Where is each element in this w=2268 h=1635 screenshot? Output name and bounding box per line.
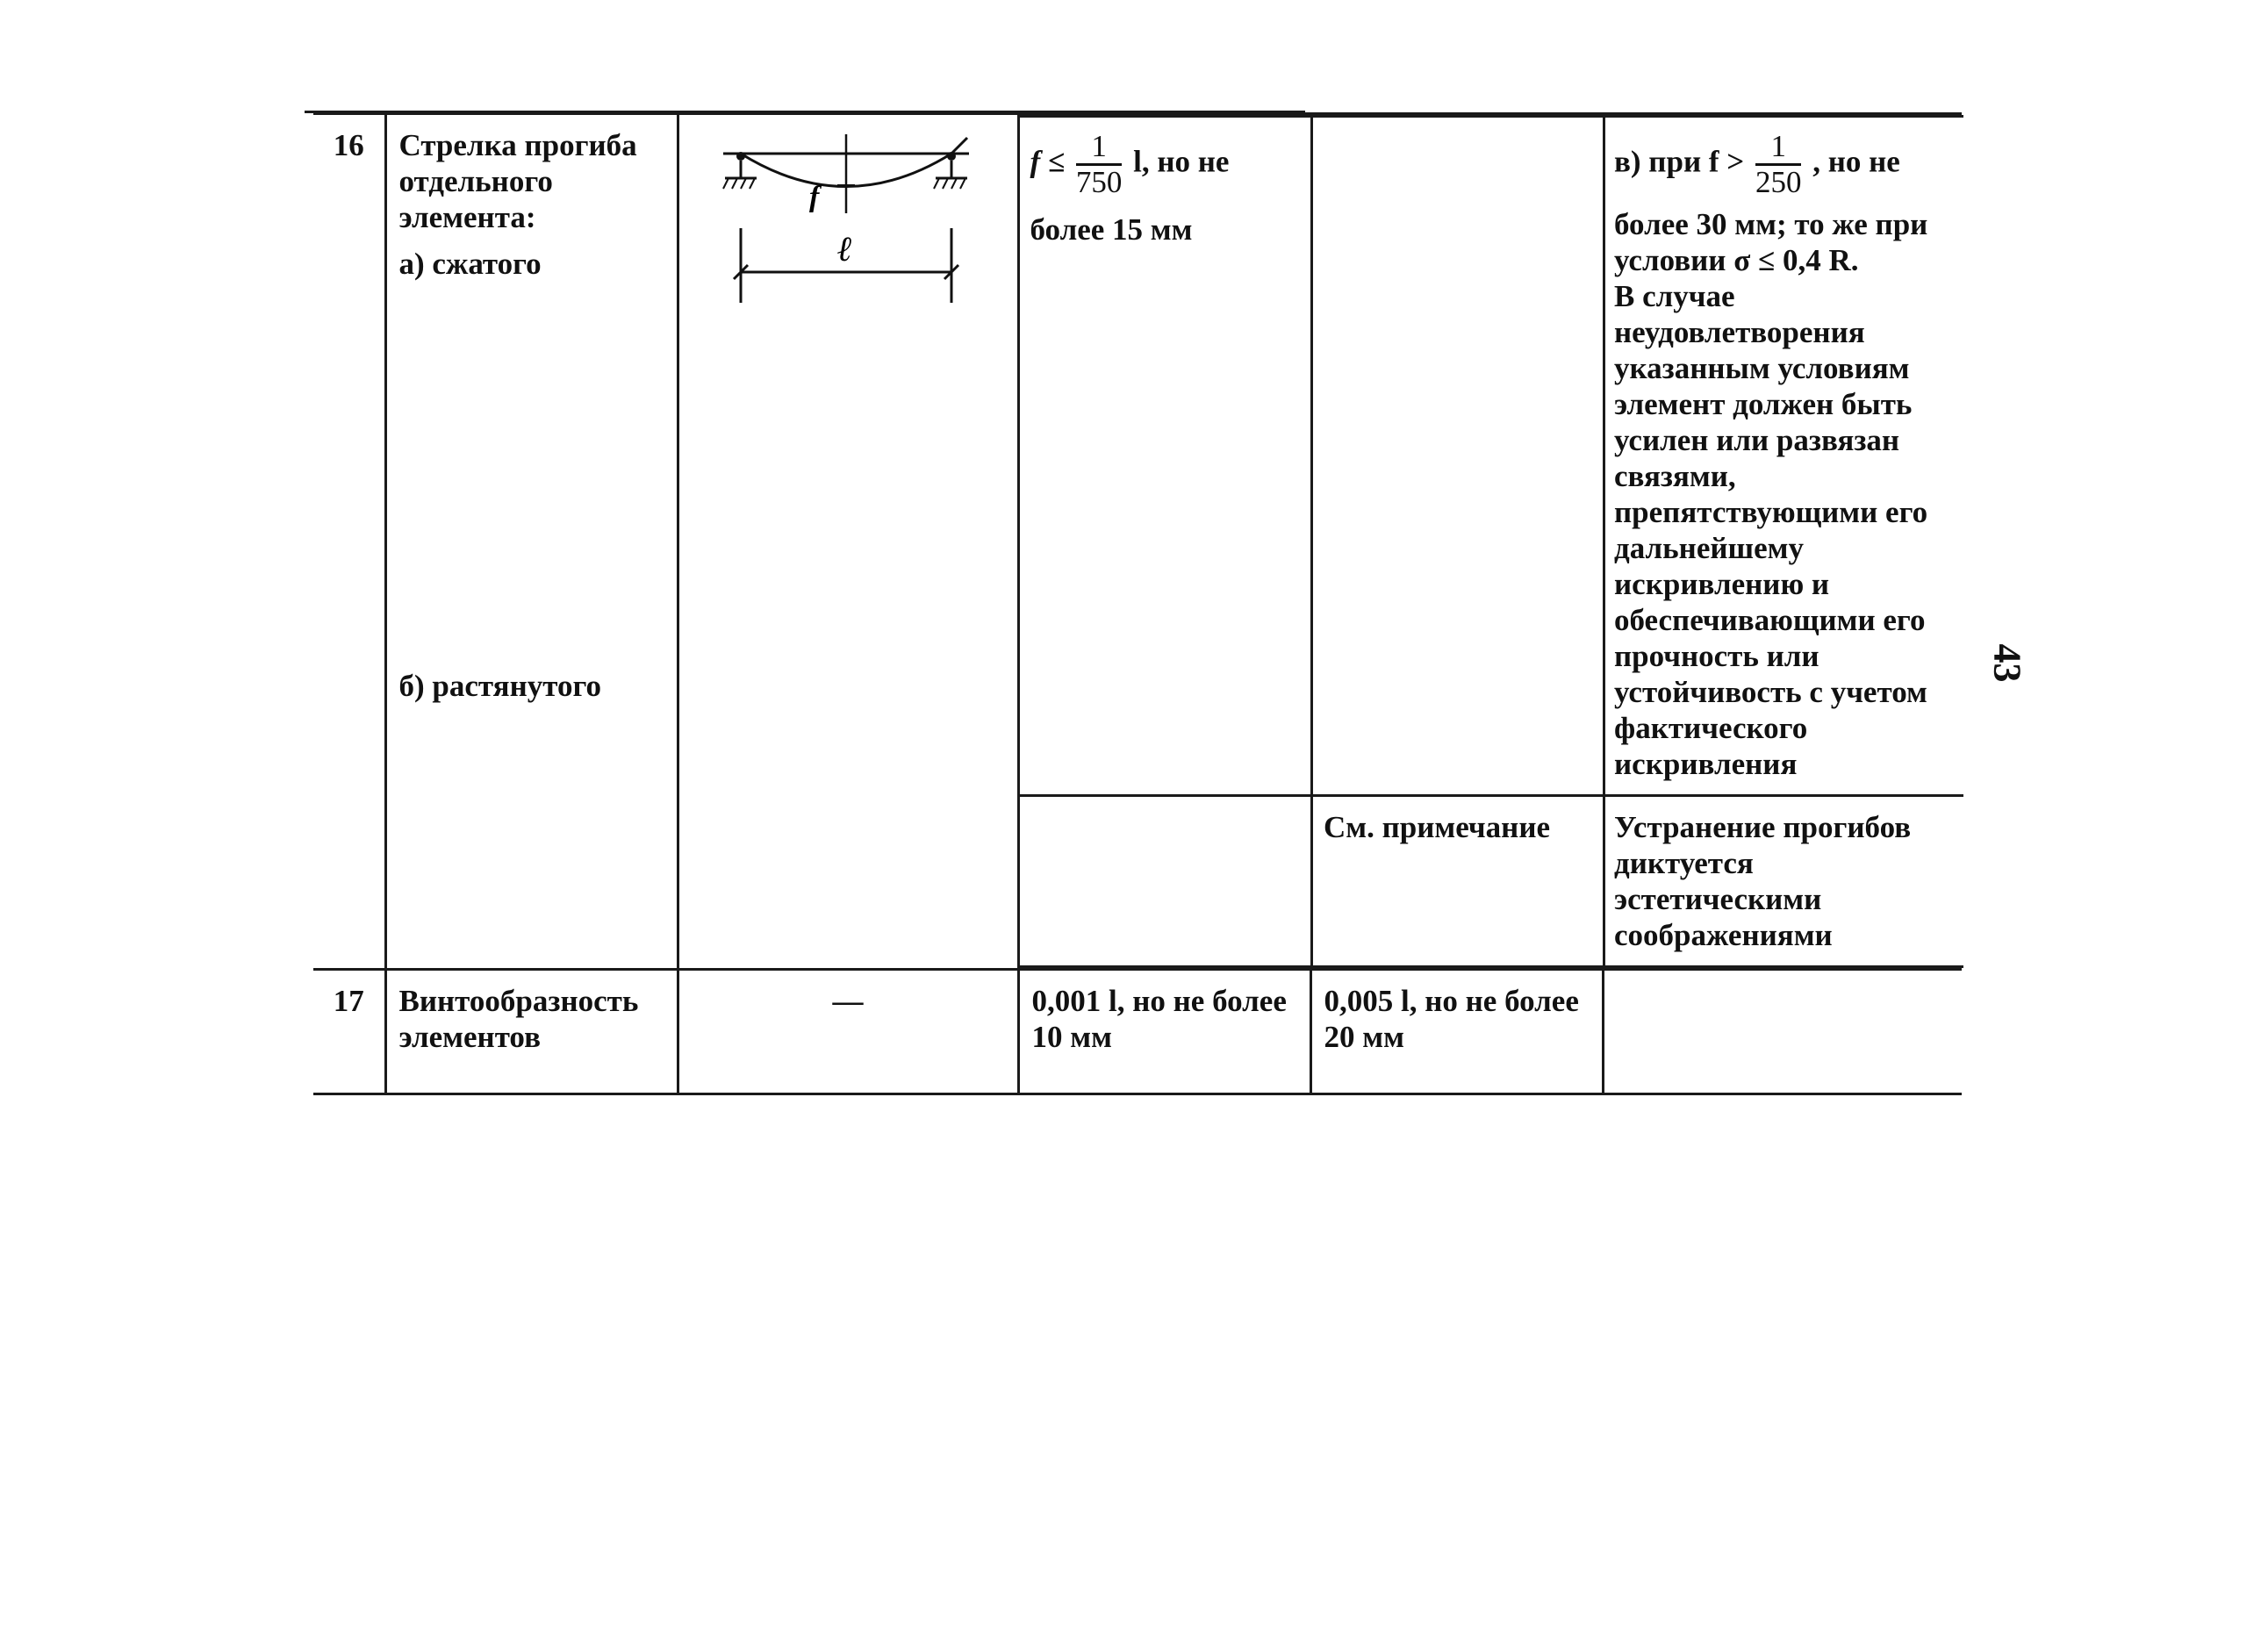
deflection-label: f <box>808 181 819 213</box>
limit-a-suffix: l, но не <box>1133 144 1230 179</box>
sketch-dash: — <box>678 970 1018 1094</box>
table-row-17 <box>313 970 1962 1094</box>
left-support-hinge <box>736 152 745 161</box>
limit-a-cell <box>1020 117 1312 796</box>
note-a-cell <box>1604 117 1963 796</box>
nested-subrows <box>1020 115 1963 968</box>
right-ground-hatch <box>934 178 965 189</box>
sketch-cell <box>678 114 1018 970</box>
right-support-hinge <box>947 152 956 161</box>
limits-notes-cell <box>1018 114 1962 970</box>
note-b-cell: Устранение прогибов диктуется эстетическими соображениями <box>1604 796 1963 967</box>
limit-b-cell <box>1020 796 1312 967</box>
curve-end-stroke <box>951 138 967 154</box>
limit-cell: 0,001 l, но не более 10 мм <box>1018 970 1310 1094</box>
row-number: 16 <box>313 114 385 970</box>
subrow-a <box>1020 117 1963 796</box>
span-label: ℓ <box>836 229 852 269</box>
item-sub-a: а) сжатого <box>398 247 542 281</box>
limit2-cell: 0,005 l, но не более 20 мм <box>1310 970 1603 1094</box>
limit-a-line2: более 15 мм <box>1030 212 1193 247</box>
limit-a-frac-den: 750 <box>1075 165 1123 199</box>
note-a-frac-num: 1 <box>1755 130 1802 166</box>
subrow-b <box>1020 796 1963 967</box>
limit2-a-cell <box>1312 117 1604 796</box>
item-name-cell <box>385 114 678 970</box>
beam-deflection-sketch <box>714 127 978 312</box>
note-a-suffix: , но не <box>1812 144 1900 179</box>
note-cell <box>1603 970 1962 1094</box>
row-number: 17 <box>313 970 385 1094</box>
limit-a-fraction <box>1076 130 1123 199</box>
table-row-16 <box>313 114 1962 970</box>
item-name: Стрелка прогиба отдельного элемента: <box>398 128 637 234</box>
note-a-frac-den: 250 <box>1755 165 1802 199</box>
note-a-line2: более 30 мм; то же при условии σ ≤ 0,4 R. <box>1614 207 1928 277</box>
note-a-rest: В случае неудовлетворения указанным условиям элемент должен быть усилен или развязан связями, препятствующими его дальнейшему искривлению и обеспечивающими его прочность или устойчивость с учетом фактического искривления <box>1614 279 1928 781</box>
tolerances-table <box>313 112 1962 1095</box>
item-name: Винтообразность элементов <box>385 970 678 1094</box>
left-ground-hatch <box>723 178 755 189</box>
note-a-prefix: в) при f > <box>1614 144 1745 179</box>
note-a-fraction <box>1755 130 1802 199</box>
item-sub-b: б) растянутого <box>398 669 601 703</box>
page-number: 43 <box>1985 643 2029 683</box>
limit-a-prefix: f ≤ <box>1030 144 1066 179</box>
limit-a-frac-num: 1 <box>1076 130 1123 166</box>
limit2-b-cell: См. примечание <box>1312 796 1604 967</box>
